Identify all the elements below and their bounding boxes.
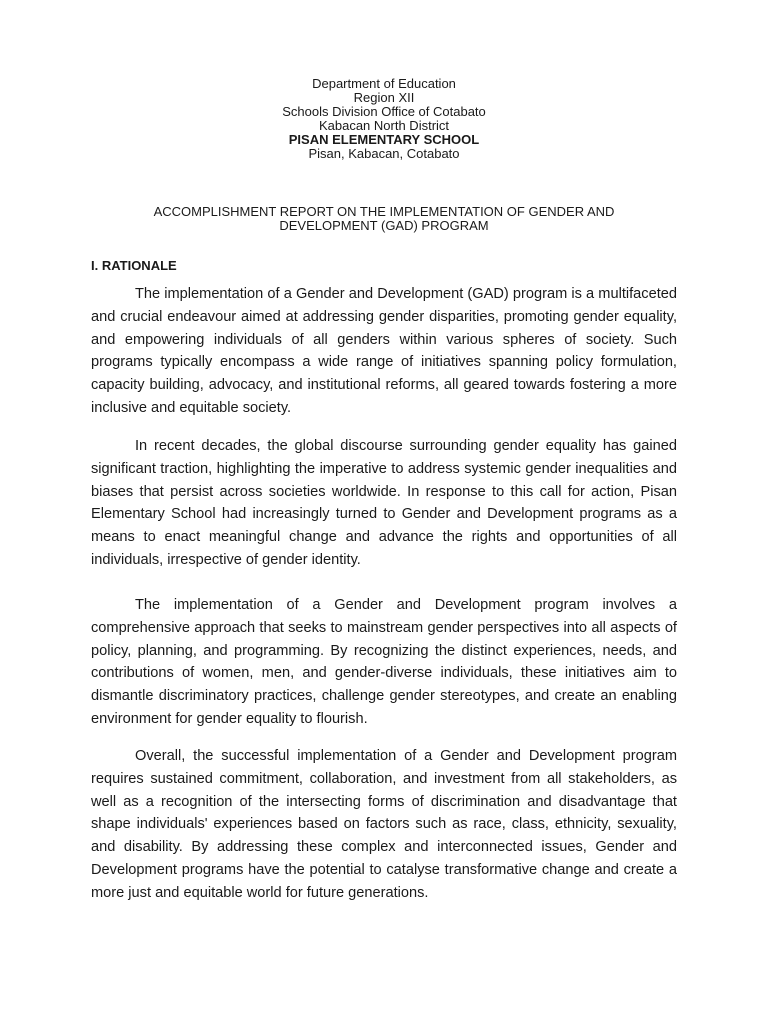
rationale-paragraph-1: The implementation of a Gender and Development (GAD) program is a multifaceted and crucial endeavour aimed at addressing gender disparities, promoting gender equality, and empowering individuals of all genders within various spheres of society. Such programs typically encompass a wide range of initiatives spanning policy formulation, capacity building, advocacy, and institutional reforms, all geared towards fostering a more inclusive and equitable society. [91, 286, 677, 416]
school-name: PISAN ELEMENTARY SCHOOL [288, 132, 480, 147]
division-name: Schools Division Office of Cotabato [282, 104, 486, 119]
school-address: Pisan, Kabacan, Cotabato [308, 146, 460, 161]
report-title-line-2: DEVELOPMENT (GAD) PROGRAM [279, 218, 489, 233]
rationale-paragraph-4: Overall, the successful implementation of a Gender and Development program requires sustained commitment, collaboration, and investment from all stakeholders, as well as a recognition of the intersecting forms of discrimination and disadvantage that shape individuals' experiences based on factors such as race, class, ethnicity, sexuality, and disability. By addressing these complex and interconnected issues, Gender and Development programs have the potential to catalyse transformative change and create a more just and equitable world for future generations. [91, 748, 677, 901]
report-title-line-1: ACCOMPLISHMENT REPORT ON THE IMPLEMENTATION OF GENDER AND [153, 204, 615, 219]
report-title [0, 205, 768, 233]
district-name: Kabacan North District [318, 118, 450, 133]
department-name: Department of Education [312, 76, 456, 91]
region-name: Region XII [353, 90, 415, 105]
letterhead [0, 77, 768, 161]
rationale-paragraph-3: The implementation of a Gender and Development program involves a comprehensive approach that seeks to mainstream gender perspectives into all aspects of policy, planning, and programming. By recognizing the distinct experiences, needs, and contributions of women, men, and gender-diverse individuals, these initiatives aim to dismantle discriminatory practices, challenge gender stereotypes, and create an enabling environment for gender equality to flourish. [91, 597, 677, 727]
section-heading-rationale: I. RATIONALE [91, 258, 177, 273]
rationale-paragraph-2: In recent decades, the global discourse surrounding gender equality has gained significant traction, highlighting the imperative to address systemic gender inequalities and biases that persist across societies worldwide. In response to this call for action, Pisan Elementary School had increasingly turned to Gender and Development programs as a means to enact meaningful change and advance the rights and opportunities of all individuals, irrespective of gender identity. [91, 438, 677, 568]
